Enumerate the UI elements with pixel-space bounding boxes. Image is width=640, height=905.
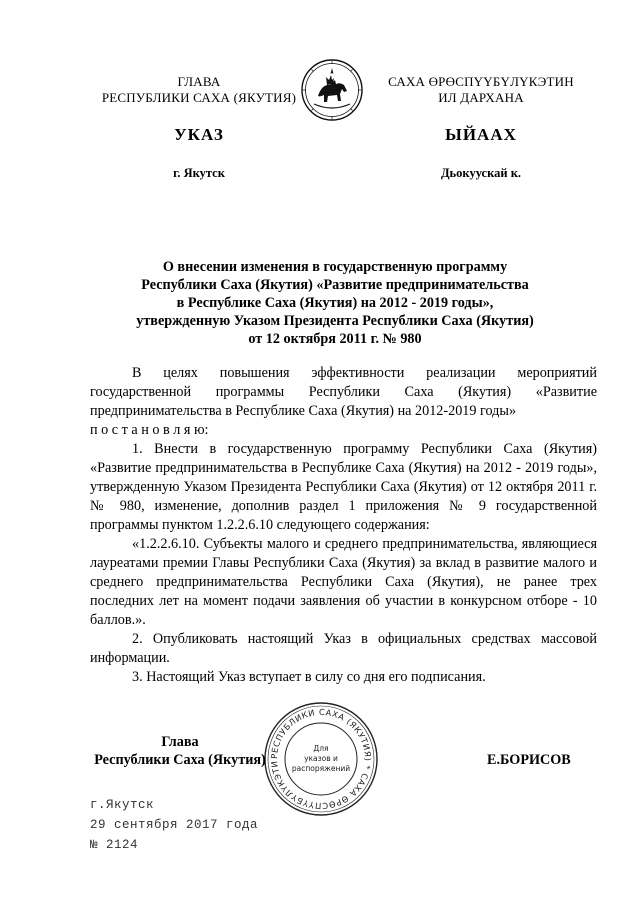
registration-block [90,795,258,855]
stamp-center-line3: распоряжений [291,764,351,773]
header-left-line1: ГЛАВА [177,74,221,89]
item-3-paragraph: 3. Настоящий Указ вступает в силу со дня его подписания. [132,669,486,685]
header-left-line2: РЕСПУБЛИКИ САХА (ЯКУТИЯ) [101,90,297,105]
registration-number: № 2124 [90,838,139,852]
signature-position [90,733,270,769]
signatory-name: Е.БОРИСОВ [487,752,571,768]
quote-paragraph: «1.2.2.6.10. Субъекты малого и среднего предпринимательства, являющиеся лауреатами премии Главы Республики Саха (Якутия) за вклад в развитие малого и среднего предпринимательства Республики Саха (Якутия), не ранее трех последних лет на момент подачи заявления об участии в конкурсном отборе - 10 баллов.». [90,536,597,628]
signature-position-line2: Республики Саха (Якутия) [94,752,266,768]
doctype-left: УКАЗ [174,125,224,144]
stamp-ring-text: РЕСПУБЛИКИ САХА (ЯКУТИЯ) * САХА ӨРӨСПҮҮБҮЛҮКЭТИ [268,706,374,812]
city-right: Дьокуускай к. [440,166,522,180]
header-right-line1: САХА ӨРӨСПҮҮБҮЛҮКЭТИН [388,74,574,89]
header-right-line2: ИЛ ДАРХАНА [438,90,524,105]
document-title [90,258,580,348]
decree-word: п о с т а н о в л я ю: [90,422,209,438]
item-1-paragraph: 1. Внести в государственную программу Республики Саха (Якутия) «Развитие предпринимательства в Республике Саха (Якутия) на 2012 - 2019 годы», утвержденную Указом Президента Республики Саха (Якутия) от 12 октября 2011 г. № 980, изменение, дополнив раздел 1 приложения № 9 государственной программы пунктом 1.2.2.6.10 следующего содержания: [90,441,597,533]
doctype-right: ЫЙААХ [445,125,517,144]
registration-date: 29 сентября 2017 года [90,818,259,832]
header-left [88,74,310,106]
title-line4: утвержденную Указом Президента Республики Саха (Якутия) [136,313,534,329]
coat-of-arms-emblem [300,58,364,122]
title-line1: О внесении изменения в государственную программу [162,259,508,275]
title-line5: от 12 октября 2011 г. № 980 [248,331,422,347]
header-right [372,74,590,106]
stamp-center-line1: Для [313,744,329,753]
stamp-center-line2: указов и [304,754,338,763]
city-left: г. Якутск [173,166,225,180]
signature-position-line1: Глава [161,734,199,750]
registration-city: г.Якутск [90,798,155,812]
official-stamp [262,700,380,818]
title-line3: в Республике Саха (Якутия) на 2012 - 2019 годы», [176,295,494,311]
document-body [90,364,597,687]
item-2-paragraph: 2. Опубликовать настоящий Указ в официальных средствах массовой информации. [90,631,597,666]
title-line2: Республики Саха (Якутия) «Развитие предпринимательства [141,277,529,293]
preamble-paragraph: В целях повышения эффективности реализации мероприятий государственной программы Республики Саха (Якутия) «Развитие предпринимательства в Республике Саха (Якутия) на 2012-2019 годы» [90,365,597,419]
